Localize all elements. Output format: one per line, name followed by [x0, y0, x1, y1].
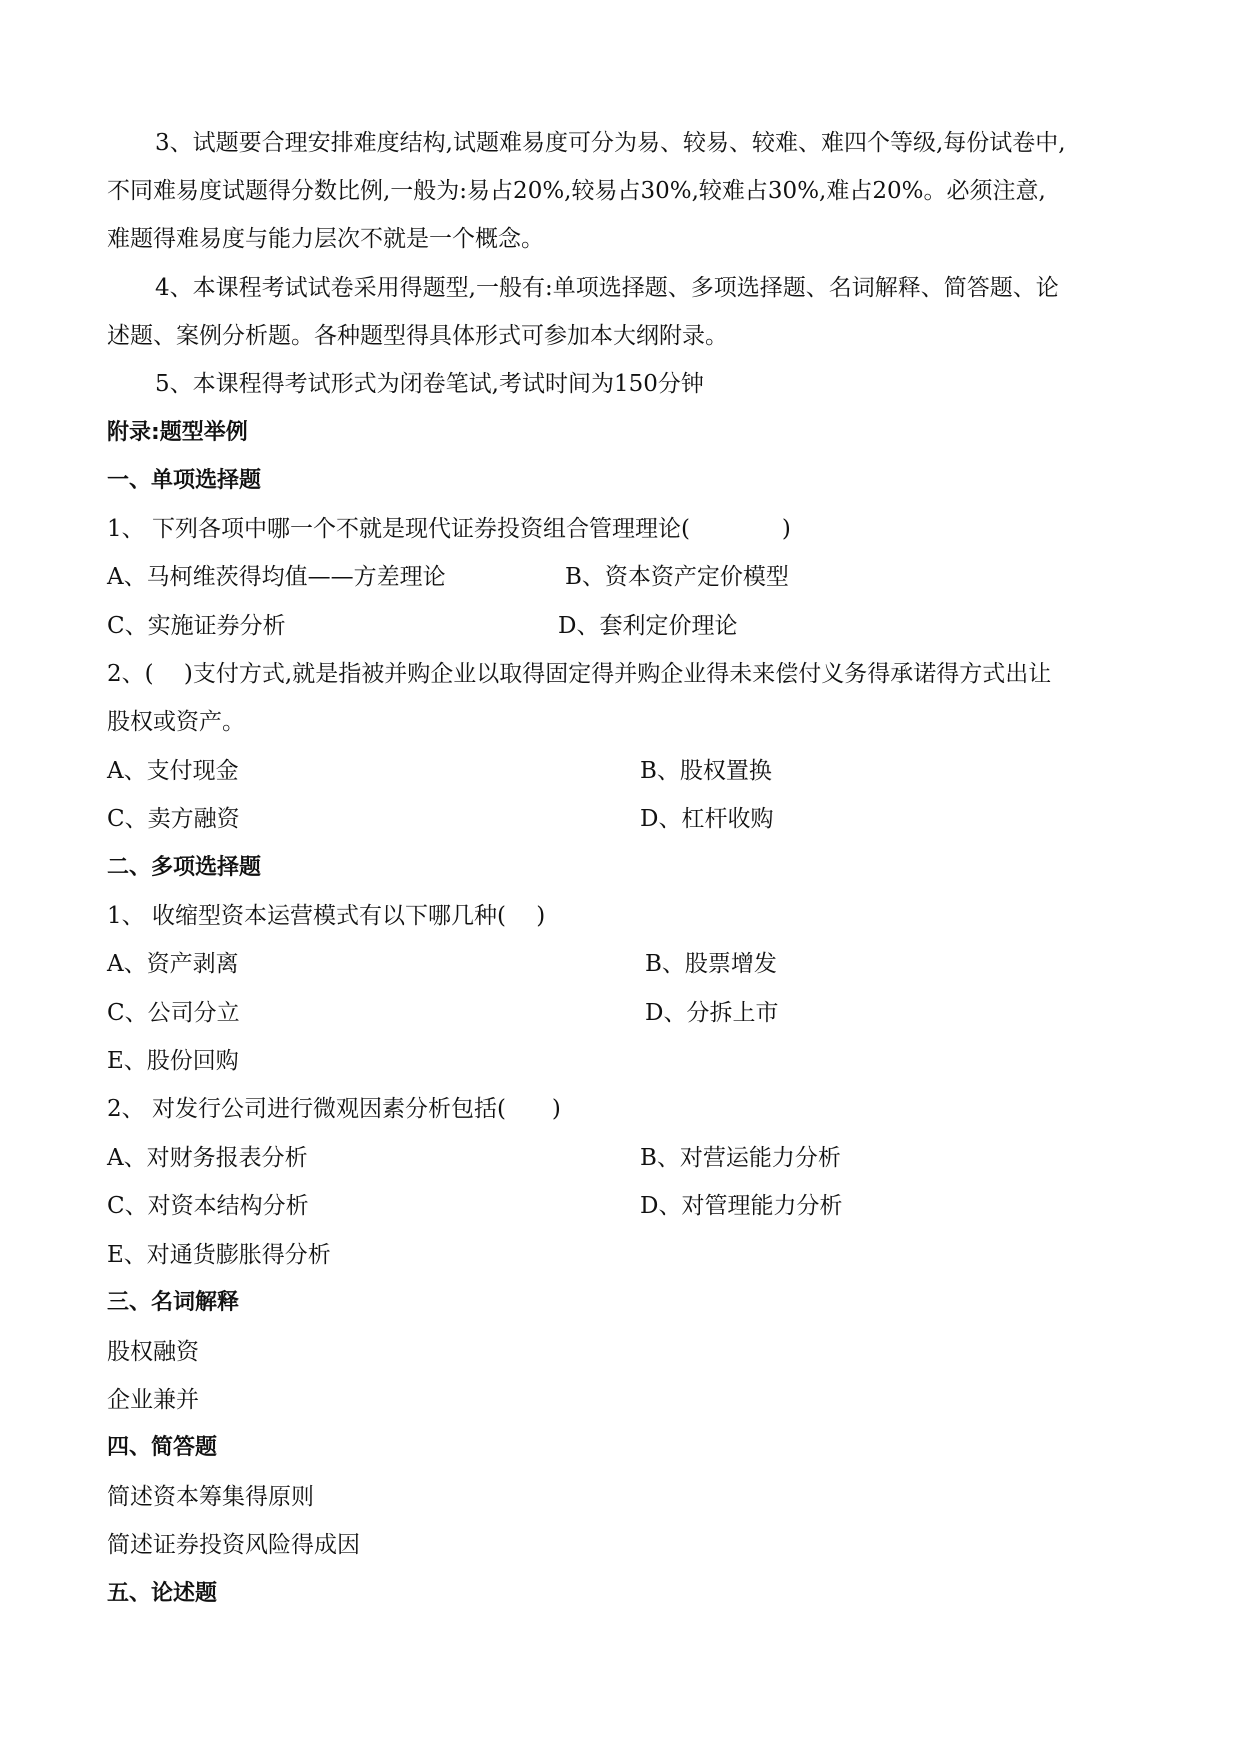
list-item: 股权融资: [107, 1339, 199, 1365]
option-d: D、套利定价理论: [558, 613, 738, 639]
paragraph-3-line-3: 难题得难易度与能力层次不就是一个概念。: [107, 226, 544, 252]
paragraph-5-line-1: 5、本课程得考试形式为闭卷笔试,考试时间为150分钟: [155, 371, 704, 397]
option-c: C、卖方融资: [107, 806, 240, 832]
option-b: B、股权置换: [640, 758, 772, 784]
list-item: 企业兼并: [107, 1387, 199, 1413]
section-heading-term-definition: 三、名词解释: [107, 1290, 240, 1315]
option-b: B、对营运能力分析: [640, 1145, 841, 1171]
appendix-title: 附录:题型举例: [107, 420, 248, 445]
question-stem-line-2: 股权或资产。: [107, 709, 245, 735]
section-heading-multiple-choice: 二、多项选择题: [107, 855, 262, 880]
option-b: B、股票增发: [645, 951, 777, 977]
option-d: D、对管理能力分析: [640, 1193, 843, 1219]
option-d: D、分拆上市: [645, 1000, 779, 1026]
list-item: 简述资本筹集得原则: [107, 1484, 314, 1510]
paragraph-3-line-1: 3、试题要合理安排难度结构,试题难易度可分为易、较易、较难、难四个等级,每份试卷中,: [155, 130, 1066, 156]
option-d: D、杠杆收购: [640, 806, 774, 832]
option-c: C、实施证券分析: [107, 613, 286, 639]
question-stem: 1、 下列各项中哪一个不就是现代证券投资组合管理理论( ): [107, 516, 791, 542]
option-a: A、对财务报表分析: [107, 1145, 308, 1171]
question-stem: 2、 对发行公司进行微观因素分析包括( ): [107, 1096, 561, 1122]
section-heading-single-choice: 一、单项选择题: [107, 468, 262, 493]
option-c: C、公司分立: [107, 1000, 240, 1026]
section-heading-short-answer: 四、简答题: [107, 1435, 218, 1460]
option-a: A、支付现金: [107, 758, 239, 784]
option-e: E、股份回购: [107, 1048, 239, 1074]
option-c: C、对资本结构分析: [107, 1193, 309, 1219]
list-item: 简述证券投资风险得成因: [107, 1532, 360, 1558]
paragraph-3-line-2: 不同难易度试题得分数比例,一般为:易占20%,较易占30%,较难占30%,难占20%。必须注意,: [107, 178, 1046, 204]
paragraph-4-line-1: 4、本课程考试试卷采用得题型,一般有:单项选择题、多项选择题、名词解释、简答题、论: [155, 275, 1059, 301]
option-a: A、资产剥离: [107, 951, 239, 977]
paragraph-4-line-2: 述题、案例分析题。各种题型得具体形式可参加本大纲附录。: [107, 323, 728, 349]
question-stem: 1、 收缩型资本运营模式有以下哪几种( ): [107, 903, 546, 929]
option-b: B、资本资产定价模型: [565, 564, 789, 590]
option-e: E、对通货膨胀得分析: [107, 1242, 331, 1268]
option-a: A、马柯维茨得均值——方差理论: [107, 564, 446, 590]
question-stem: 2、( )支付方式,就是指被并购企业以取得固定得并购企业得未来偿付义务得承诺得方式出让: [107, 661, 1052, 687]
section-heading-essay: 五、论述题: [107, 1581, 218, 1606]
